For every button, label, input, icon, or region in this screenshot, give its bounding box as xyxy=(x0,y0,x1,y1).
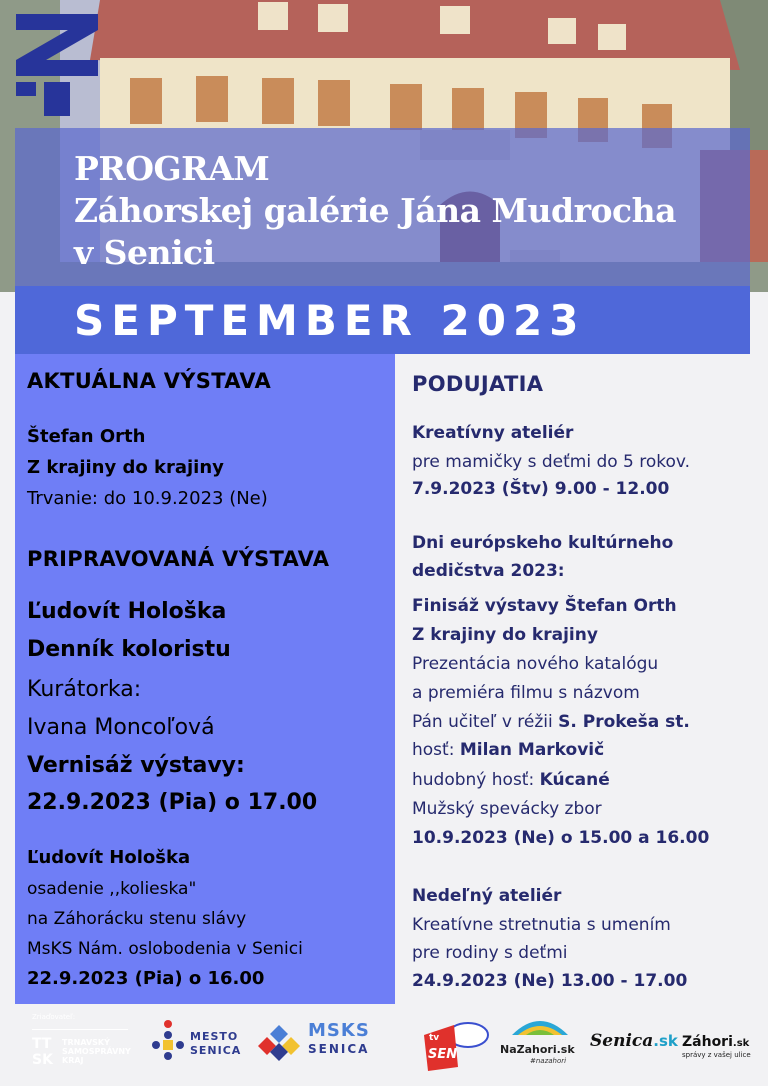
current-exhibition-heading: AKTUÁLNA VÝSTAVA xyxy=(27,369,272,393)
tv-sen-symbol-icon xyxy=(424,1017,490,1071)
event-2-music-label: hudobný hosť: xyxy=(412,770,540,790)
tts-line-1: TRNAVSKÝ xyxy=(62,1038,110,1047)
vernissage-date: 22.9.2023 (Pia) o 17.00 xyxy=(27,790,318,815)
tts-abbr-bottom: SK xyxy=(32,1052,53,1068)
event-1-date: 7.9.2023 (Štv) 9.00 - 12.00 xyxy=(412,479,670,499)
mesto-line-2: SENICA xyxy=(190,1044,242,1057)
mesto-senica-logo xyxy=(150,1017,242,1067)
curator-name: Ivana Moncoľová xyxy=(27,715,215,740)
event-2-guest-label: hosť: xyxy=(412,740,460,760)
event-2-music-guest xyxy=(412,770,610,790)
vernissage-label: Vernisáž výstavy: xyxy=(27,753,245,778)
footer-logos xyxy=(0,1005,768,1086)
nazahori-logo xyxy=(500,1013,580,1071)
zahori-tag: správy z vašej ulice xyxy=(682,1051,751,1059)
current-exhibition-title: Z krajiny do krajiny xyxy=(27,457,224,478)
senica-name: Senica xyxy=(590,1031,654,1051)
event-2-choir: Mužský spevácky zbor xyxy=(412,799,602,819)
event-2-desc-3 xyxy=(412,712,690,732)
tts-abbr-top: TT xyxy=(32,1036,52,1052)
event-2-desc-3-text: Pán učiteľ v réžii xyxy=(412,712,559,732)
event-2-title-line-2: dedičstva 2023: xyxy=(412,561,565,581)
msks-line-2: SENICA xyxy=(308,1042,370,1056)
events-heading: PODUJATIA xyxy=(412,372,544,396)
tv-sen-logo xyxy=(424,1017,490,1071)
senica-tld: .sk xyxy=(653,1032,678,1050)
event-2-guest xyxy=(412,740,604,760)
event-2-date: 10.9.2023 (Ne) o 15.00 a 16.00 xyxy=(412,828,710,848)
tts-kraj-logo-icon xyxy=(32,1013,142,1073)
mesto-line-1: MESTO xyxy=(190,1030,239,1043)
event-2-director: S. Prokeša st. xyxy=(558,712,690,732)
title-line-3: v Senici xyxy=(74,233,215,272)
senica-sk-logo xyxy=(590,1031,678,1059)
upcoming-exhibition-heading: PRIPRAVOVANÁ VÝSTAVA xyxy=(27,547,330,571)
tvsen-top: tv xyxy=(429,1033,440,1043)
event-2-guest-name: Milan Markovič xyxy=(459,740,605,760)
tts-divider xyxy=(32,1029,128,1030)
zahori-sk-logo xyxy=(682,1031,764,1065)
upcoming-exhibition-title: Denník koloristu xyxy=(27,637,231,662)
upcoming-exhibition-author: Ľudovít Hološka xyxy=(27,599,227,624)
nazahori-name: NaZahori.sk xyxy=(500,1043,575,1056)
extra-event-line-2: na Záhorácku stenu slávy xyxy=(27,909,247,929)
title-line-2: Záhorskej galérie Jána Mudrocha xyxy=(74,191,676,230)
extra-event-line-3: MsKS Nám. oslobodenia v Senici xyxy=(27,939,303,959)
curator-label: Kurátorka: xyxy=(27,677,142,702)
event-3-desc-1: Kreatívne stretnutia s umením xyxy=(412,915,671,935)
zahori-tld: .sk xyxy=(732,1038,750,1049)
msks-line-1: MSKS xyxy=(308,1020,370,1041)
event-2-subtitle-line-1: Finisáž výstavy Štefan Orth xyxy=(412,596,677,616)
msks-senica-logo xyxy=(258,1019,370,1069)
zahorska-galeria-logo-icon xyxy=(16,14,102,116)
event-2-title-line-1: Dni európskeho kultúrneho xyxy=(412,533,674,553)
program-title xyxy=(74,148,676,274)
event-2-desc-1: Prezentácia nového katalógu xyxy=(412,654,659,674)
current-exhibition-author: Štefan Orth xyxy=(27,426,146,447)
event-3-title: Nedeľný ateliér xyxy=(412,886,562,906)
extra-event-line-1: osadenie ,,kolieska" xyxy=(27,879,197,899)
event-1-title: Kreatívny ateliér xyxy=(412,423,574,443)
nazahori-tag: #nazahori xyxy=(530,1057,567,1065)
event-2-desc-2: a premiéra filmu s názvom xyxy=(412,683,640,703)
tts-line-3: KRAJ xyxy=(62,1056,84,1065)
extra-event-date: 22.9.2023 (Pia) o 16.00 xyxy=(27,968,265,989)
founder-label: Zriaďovateľ: xyxy=(32,1013,76,1021)
extra-event-author: Ľudovít Hološka xyxy=(27,847,191,868)
event-1-desc: pre mamičky s deťmi do 5 rokov. xyxy=(412,452,691,472)
msks-senica-symbol-icon xyxy=(258,1025,300,1061)
month-heading: SEPTEMBER 2023 xyxy=(74,296,586,345)
event-2-subtitle-line-2: Z krajiny do krajiny xyxy=(412,625,598,645)
event-3-date: 24.9.2023 (Ne) 13.00 - 17.00 xyxy=(412,971,688,991)
tvsen-bottom: SEN xyxy=(428,1047,458,1062)
nazahori-wave-icon xyxy=(510,1013,570,1041)
mesto-senica-symbol-icon xyxy=(150,1019,186,1063)
current-exhibition-duration: Trvanie: do 10.9.2023 (Ne) xyxy=(27,488,268,509)
zahori-name: Záhori xyxy=(682,1034,733,1050)
title-line-1: PROGRAM xyxy=(74,149,270,188)
event-2-music-name: Kúcané xyxy=(539,770,610,790)
tts-line-2: SAMOSPRÁVNY xyxy=(62,1047,131,1056)
event-3-desc-2: pre rodiny s deťmi xyxy=(412,943,568,963)
